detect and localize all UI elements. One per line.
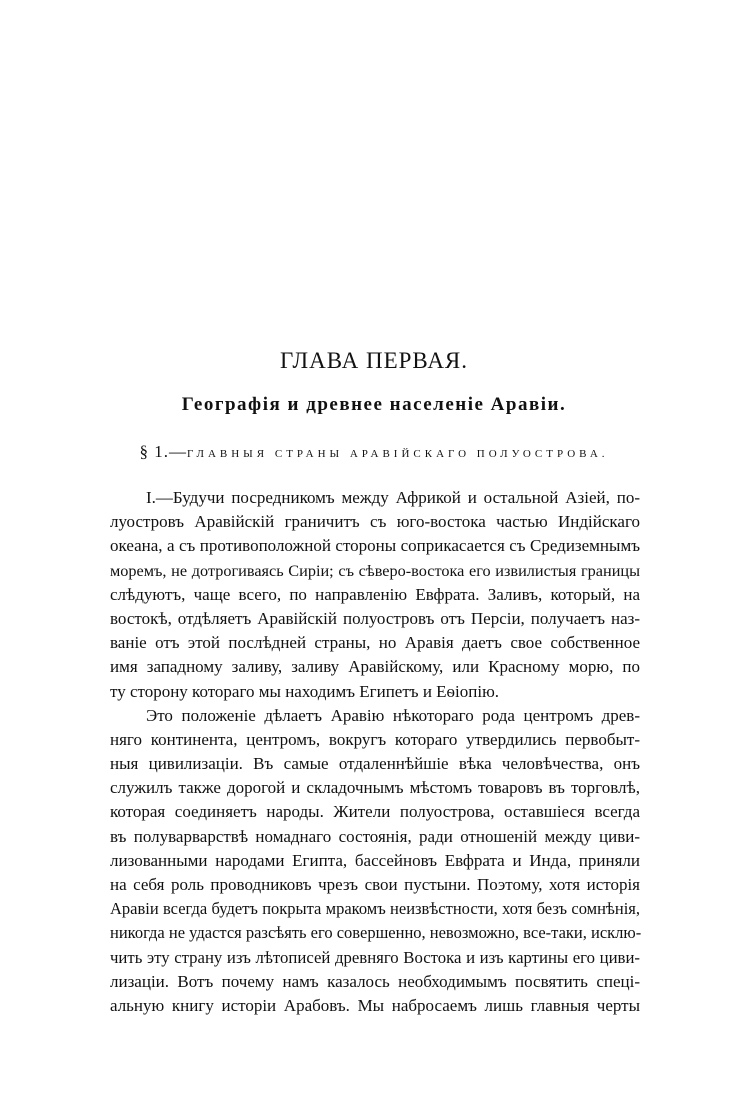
text-line: лизованными народами Египта, бассейновъ Евфрата и Инда, приняли: [110, 850, 640, 870]
text-line: на себя роль проводниковъ чрезъ свои пустыни. Поэтому, хотя исторія: [110, 875, 640, 894]
text-line: ныя цивилизаціи. Въ самые отдаленнѣйшіе вѣка человѣчества, онъ: [110, 754, 640, 774]
text-line: чить эту страну изъ лѣтописей древняго Востока и изъ картины его циви-: [110, 947, 640, 967]
text-line: которая соединяетъ народы. Жители полуострова, оставшіеся всегда: [110, 802, 640, 822]
text-line: Аравіи всегда будетъ покрыта мракомъ неизвѣстности, хотя безъ сомнѣнія,: [110, 899, 640, 919]
section-number: § 1.—: [139, 442, 187, 461]
text-line: ту сторону котораго мы находимъ Египетъ и Еѳіопію.: [110, 681, 500, 701]
paragraph: [110, 486, 640, 704]
text-line: никогда не удастся разсѣять его совершенно, невозможно, все-таки, исклю-: [110, 923, 642, 943]
text-line: ваніе отъ этой послѣдней страны, но Аравія даетъ свое собственное: [110, 633, 640, 653]
text-line: востокѣ, отдѣляетъ Аравійскій полуостровъ отъ Персіи, получаетъ наз-: [110, 608, 640, 628]
text-line: няго континента, центромъ, вокругъ котораго утвердились первобыт-: [110, 729, 640, 749]
text-line: I.—Будучи посредникомъ между Африкой и остальной Азіей, по-: [146, 488, 640, 507]
chapter-subtitle: Географія и древнее населеніе Аравіи.: [181, 394, 567, 415]
text-line: въ полуварварствѣ номаднаго состоянія, ради отношеній между циви-: [110, 826, 640, 846]
text-line: имя западному заливу, заливу Аравійскому, или Красному морю, по: [110, 657, 640, 677]
text-line: луостровъ Аравійскій граничитъ съ юго-востока частью Индійскаго: [110, 512, 640, 532]
section-heading: [0, 442, 748, 462]
section-title: ГЛАВНЫЯ СТРАНЫ АРАВІЙСКАГО ПОЛУОСТРОВА.: [186, 448, 609, 460]
text-line: служилъ также дорогой и складочнымъ мѣстомъ товаровъ въ торговлѣ,: [110, 778, 640, 798]
text-line: лизаціи. Вотъ почему намъ казалось необходимымъ посвятить спеці-: [110, 971, 640, 991]
text-line: Это положеніе дѣлаетъ Аравію нѣкотораго рода центромъ древ-: [146, 705, 640, 725]
body-text: [110, 486, 640, 1018]
text-line: океана, а съ противоположной стороны соприкасается съ Средиземнымъ: [110, 536, 640, 556]
text-line: моремъ, не дотрогиваясь Сиріи; съ сѣверо-востока его извилистыя границы: [110, 561, 640, 580]
paragraph: [110, 704, 640, 1018]
text-line: альную книгу исторіи Арабовъ. Мы набросаемъ лишь главныя черты: [110, 995, 640, 1015]
chapter-title: ГЛАВА ПЕРВАЯ.: [279, 348, 469, 373]
text-line: слѣдуютъ, чаще всего, по направленію Евфрата. Заливъ, который, на: [110, 584, 640, 604]
